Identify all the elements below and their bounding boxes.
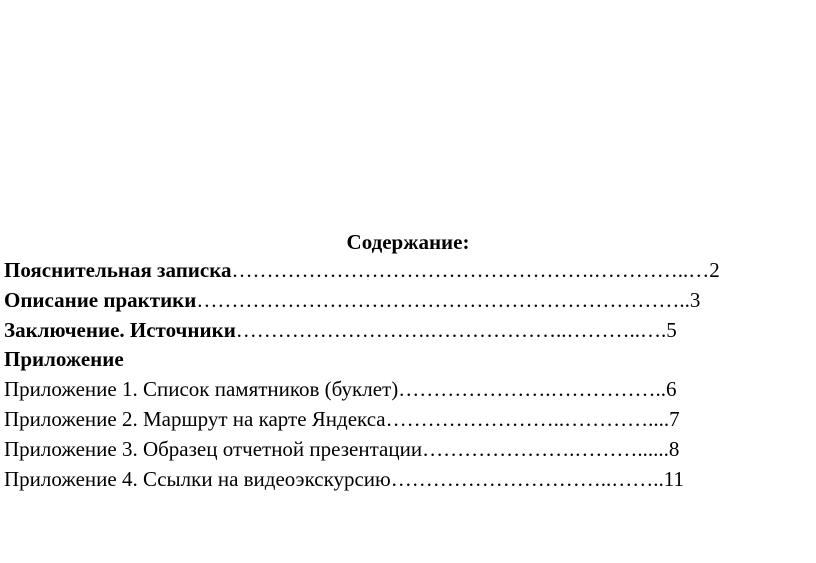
toc-entry-leader: ……………………….………………..………..…. <box>235 317 667 342</box>
toc-entry-practice-description <box>4 286 804 316</box>
toc-entry-label: Приложение 1. Список памятников (буклет) <box>4 377 399 402</box>
toc-entry-page: 7 <box>669 406 680 431</box>
toc-entry-page: 5 <box>666 317 677 342</box>
toc-entry-page: 6 <box>665 377 677 402</box>
toc-entry-label: Пояснительная записка <box>4 258 232 282</box>
toc-entry-appendix-1 <box>4 375 804 405</box>
toc-entry-explanatory-note <box>4 256 804 286</box>
toc-entry-page: 11 <box>663 466 684 491</box>
toc-entry-label: Приложение 2. Маршрут на карте Яндекса <box>4 406 386 431</box>
toc-entry-leader: …………………………………………………………….. <box>196 287 690 312</box>
toc-entry-leader: …………………………..…….. <box>390 466 664 491</box>
toc-entry-leader: ………………….…………….. <box>398 377 666 402</box>
toc-entry-label: Описание практики <box>4 287 197 312</box>
toc-entry-label: Приложение 4. Ссылки на видеоэкскурсию <box>4 466 391 491</box>
toc-entry-label: Приложение <box>4 347 124 372</box>
toc-title: Содержание: <box>346 230 470 254</box>
table-of-contents <box>4 256 804 494</box>
toc-entry-conclusion-sources <box>4 316 804 346</box>
toc-entry-leader: ……………………..………….... <box>385 406 670 431</box>
toc-entry-page: 3 <box>689 287 701 312</box>
toc-entry-appendix-4 <box>4 465 804 495</box>
toc-entry-page: 2 <box>709 258 720 282</box>
toc-entry-appendix-3 <box>4 435 804 465</box>
toc-entry-label: Заключение. Источники <box>4 317 236 342</box>
toc-entry-appendix-2 <box>4 405 804 435</box>
toc-entry-leader: …………………………………………….…………..… <box>231 258 710 282</box>
toc-entry-page: 8 <box>668 436 680 461</box>
toc-entry-leader: ………………….………...... <box>422 436 669 461</box>
toc-entry-label: Приложение 3. Образец отчетной презентации <box>4 436 423 461</box>
toc-entry-appendix-heading <box>4 345 804 375</box>
